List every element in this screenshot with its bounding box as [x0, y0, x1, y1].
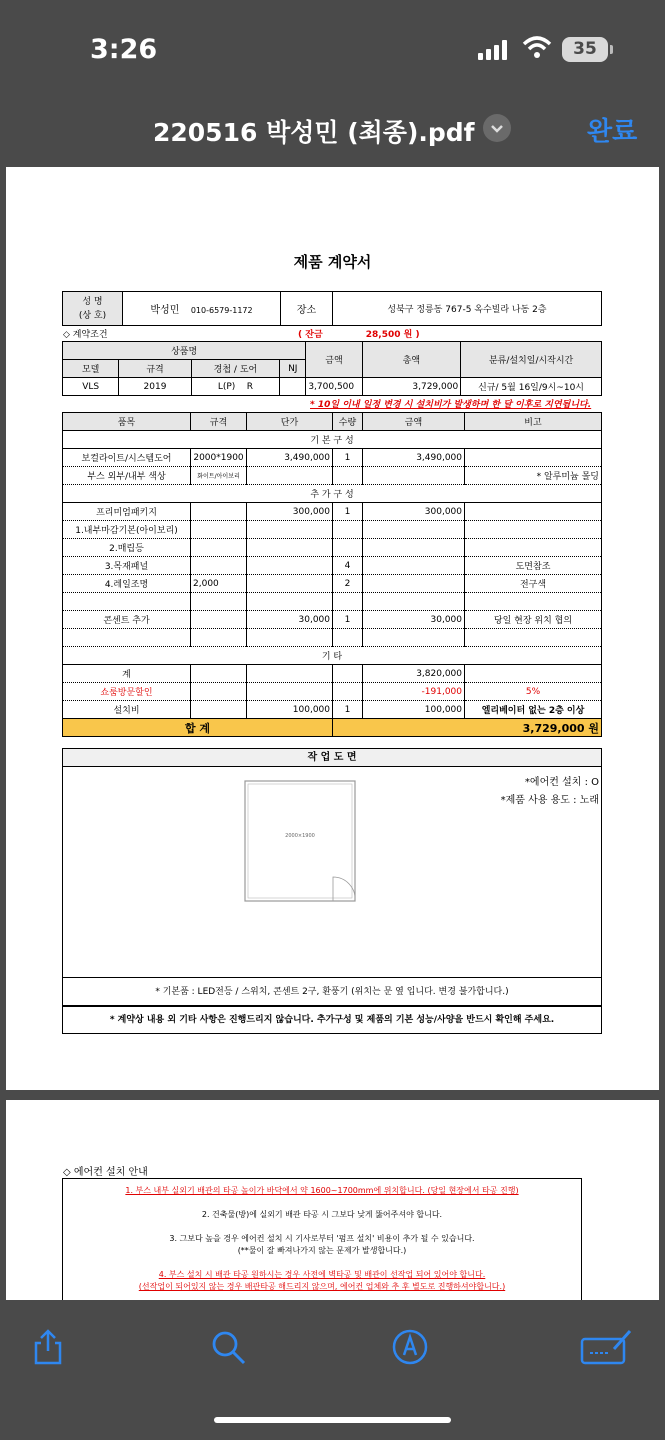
table-row: 보컬라이트/시스템도어 2000*1900 3,490,000 1 3,490,000 [63, 449, 602, 467]
discount-row: 쇼룸방문할인 -191,000 5% [63, 683, 602, 701]
place-label: 장소 [281, 292, 333, 326]
customer-table [62, 291, 602, 326]
cellular-signal-icon [478, 40, 508, 60]
drawing-title: 작 업 도 면 [63, 749, 601, 767]
name-label-cell: 성 명 (상 호) [63, 292, 123, 326]
etc-section: 기 타 [63, 647, 602, 665]
table-row: 프리미엄패키지 300,000 1 300,000 [63, 503, 602, 521]
pdf-page-1 [6, 167, 659, 1090]
ac-guide-box: 1. 부스 내부 실외기 배관의 타공 높이가 바닥에서 약 1600~1700mm에 위치합니다. (당일 현장에서 타공 진행) 2. 건축물(방)에 실외기 배관 타공 시 그보다 낮게 뚫어주셔야 합니다. 3. 그보다 높을 경우 에어컨 설치 시 기사로부터 '펌프 설치' 비용이 추가 될 수 있습니다. (**물이 잘 빠져나가지 않는 문제가 발생합니다.) 4. 부스 설치 시 배관 타공 원하시는 경우 사전에 벽타공 및 배관이 선작업 되어 있어야 합니다. (선작업이 되어있지 않는 경우 배관타공 해드리지 않으며, 에어컨 업체와 추 후 별도로 진행하셔야합니다.) [62, 1178, 582, 1300]
floor-plan-drawing [241, 777, 359, 905]
table-row: 1.내부마감기본(아이보리) [63, 521, 602, 539]
battery-icon: 35 [562, 37, 608, 62]
markup-icon[interactable] [390, 1327, 430, 1367]
signature-icon[interactable] [580, 1327, 634, 1367]
table-row: 2.매립등 [63, 539, 602, 557]
table-row: 콘센트 추가 30,000 1 30,000 당일 현장 위치 협의 [63, 611, 602, 629]
customer-info: 박성민 010-6579-1172 [123, 292, 281, 326]
status-time: 3:26 [90, 34, 158, 65]
title-menu-button[interactable] [483, 114, 511, 142]
extra-section: 추 가 구 성 [63, 485, 602, 503]
balance-label: ( 잔금 28,500 원 ) [298, 330, 420, 340]
pdf-page-2 [6, 1100, 659, 1300]
contract-condition-label: ◇ 계약조건 [63, 330, 108, 340]
done-button[interactable]: 완료 [587, 117, 638, 147]
schedule-change-note: * 10일 이내 일정 변경 시 설치비가 발생하며 한 달 이후로 지연됩니다. [310, 400, 592, 410]
usage-note: *제품 사용 용도 : 노래 [500, 795, 599, 806]
table-row: 부스 외부/내부 색상 화이트/아이보리 * 알루미늄 몰딩 [63, 467, 602, 485]
status-bar [0, 0, 665, 95]
document-title[interactable]: 220516 박성민 (최종).pdf [153, 118, 475, 147]
table-row: 3.목재패널 4 도면참조 [63, 557, 602, 575]
contract-title: 제품 계약서 [293, 253, 372, 271]
ac-guide-title: ◇ 에어컨 설치 안내 [63, 1167, 148, 1178]
home-indicator [214, 1417, 451, 1423]
table-row [63, 593, 602, 611]
grand-total-row: 합 계 3,729,000 원 [63, 719, 602, 737]
work-drawing [62, 748, 602, 1006]
items-table: 품목 규격 단가 수량 금액 비고 기 본 구 성 보컬라이트/시스템도어 2000*1900 3,490,000 1 3,490,000 부스 외부/내부 색상 화이트/아이보리 * 알루미늄 몰딩 추 가 구 성 프리미엄패키지 300,000 1 300,000 1.내부마감기본(아이보리) 2.매립등 3.목재패널 4 도면참조 4.레일조명 2,000 2 전구색 콘센트 추가 30,000 1 30,000 당일 현장 위치 협의 기 타 계 3,820,000 쇼룸방문할인 -191,000 5% 설치비 100,000 1 100,000 엘리베이터 없는 2층 이상 합 계 3,729,000 원 [62, 412, 602, 737]
ac-install-note: *에어컨 설치 : O [524, 777, 599, 788]
address: 성북구 정릉동 767-5 옥수빌라 나동 2층 [333, 292, 602, 326]
floor-plan-size: 2000×1900 [285, 833, 315, 839]
product-table: 상품명 금액 총액 분류/설치일/시작시간 모델 규격 경첩 / 도어 NJ VLS 2019 L(P) R 3,700,500 3,729,000 신규/ 5월 16일/9시~10시 [62, 341, 602, 396]
contract-warning: * 계약상 내용 외 기타 사항은 진행드리지 않습니다. 추가구성 및 제품의 기본 성능/사양을 반드시 확인해 주세요. [62, 1006, 602, 1034]
wifi-icon [522, 36, 552, 60]
chevron-down-icon [483, 114, 511, 142]
table-row: 4.레일조명 2,000 2 전구색 [63, 575, 602, 593]
document-navbar [0, 95, 665, 165]
basic-items-note: * 기본품 : LED전등 / 스위치, 콘센트 2구, 환풍기 (위치는 문 옆 입니다. 변경 불가합니다.) [63, 977, 601, 1005]
share-icon[interactable] [28, 1327, 68, 1367]
install-row: 설치비 100,000 1 100,000 엘리베이터 없는 2층 이상 [63, 701, 602, 719]
table-row [63, 629, 602, 647]
sum-row: 계 3,820,000 [63, 665, 602, 683]
basic-section: 기 본 구 성 [63, 431, 602, 449]
search-icon[interactable] [208, 1327, 248, 1367]
